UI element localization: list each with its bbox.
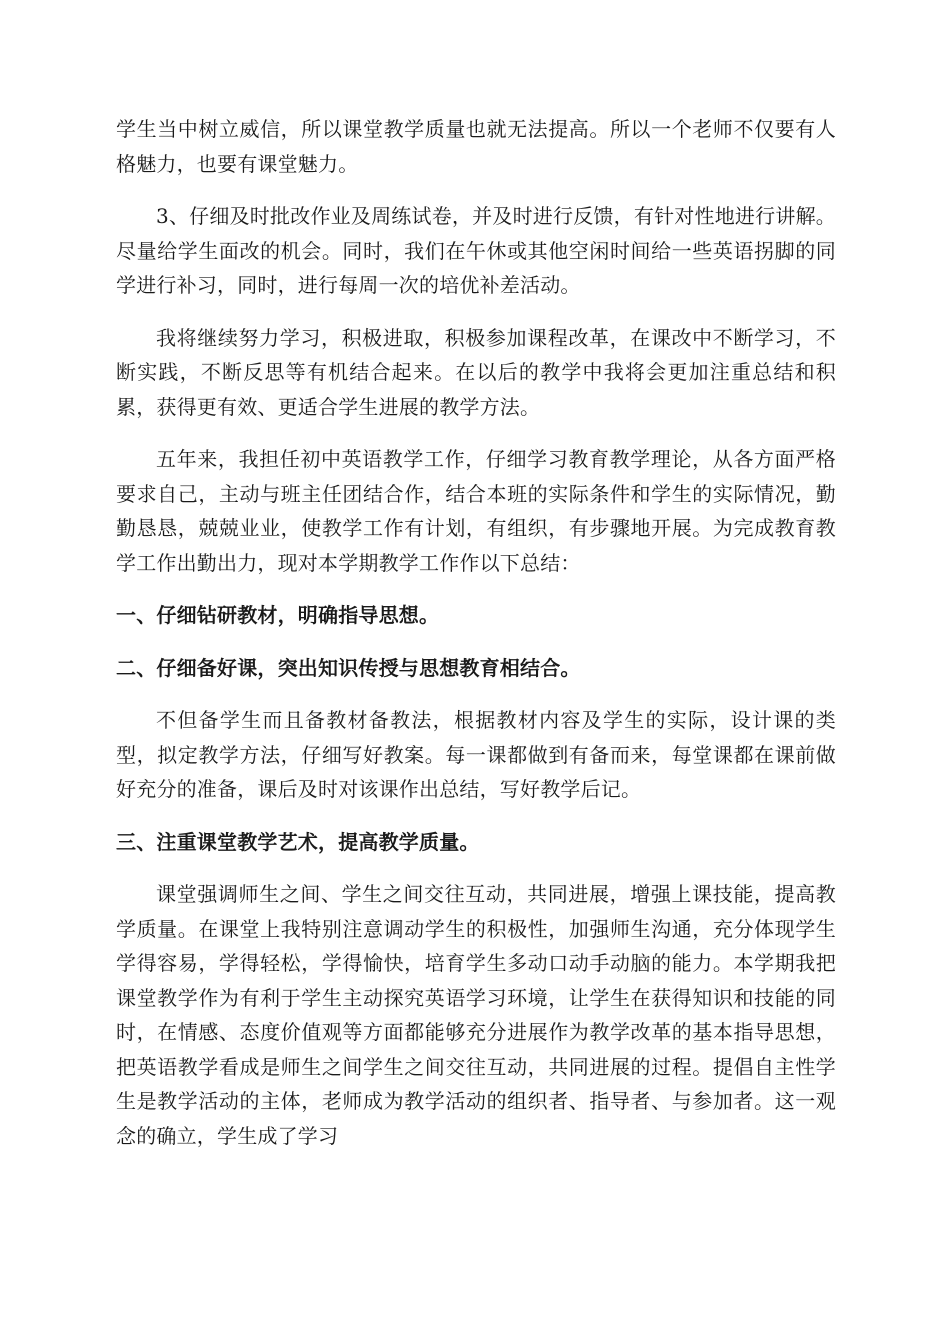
section-heading-3: 三、注重课堂教学艺术，提高教学质量。 bbox=[116, 829, 480, 854]
document-page bbox=[116, 112, 836, 1171]
paragraph-classroom-art: 课堂强调师生之间、学生之间交往互动，共同进展，增强上课技能，提高教学质量。在课堂上我特别注意调动学生的积极性，加强师生沟通，充分体现学生学得容易，学得轻松，学得愉快，培育学生多动口动手动脑的能力。本学期我把课堂教学作为有利于学生主动探究英语学习环境，让学生在获得知识和技能的同时，在情感、态度价值观等方面都能够充分进展作为教学改革的基本指导思想，把英语教学看成是师生之间学生之间交往互动，共同进展的过程。提倡自主性学生是教学活动的主体，老师成为教学活动的组织者、指导者、与参加者。这一观念的确立，学生成了学习 bbox=[116, 882, 836, 1148]
section-heading-2: 二、仔细备好课，突出知识传授与思想教育相结合。 bbox=[116, 655, 581, 680]
paragraph-lesson-prep: 不但备学生而且备教材备教法，根据教材内容及学生的实际，设计课的类型，拟定教学方法，仔细写好教案。每一课都做到有备而来，每堂课都在课前做好充分的准备，课后及时对该课作出总结，写好教学后记。 bbox=[116, 708, 836, 801]
paragraph-continuation: 学生当中树立威信，所以课堂教学质量也就无法提高。所以一个老师不仅要有人格魅力，也要有课堂魅力。 bbox=[116, 117, 836, 176]
paragraph-continue-learning: 我将继续努力学习，积极进取，积极参加课程改革，在课改中不断学习，不断实践，不断反思等有机结合起来。在以后的教学中我将会更加注重总结和积累，获得更有效、更适合学生进展的教学方法。 bbox=[116, 325, 836, 419]
paragraph-homework-feedback: 3、仔细及时批改作业及周练试卷，并及时进行反馈，有针对性地进行讲解。尽量给学生面改的机会。同时，我们在午休或其他空闲时间给一些英语拐脚的同学进行补习，同时，进行每周一次的培优补差活动。 bbox=[116, 204, 836, 297]
section-heading-1: 一、仔细钻研教材，明确指导思想。 bbox=[116, 603, 440, 627]
paragraph-five-years-summary: 五年来，我担任初中英语教学工作，仔细学习教育教学理论，从各方面严格要求自己，主动与班主任团结合作，结合本班的实际条件和学生的实际情况，勤勤恳恳，兢兢业业，使教学工作有计划，有组织，有步骤地开展。为完成教育教学工作出勤出力，现对本学期教学工作作以下总结： bbox=[116, 447, 836, 575]
